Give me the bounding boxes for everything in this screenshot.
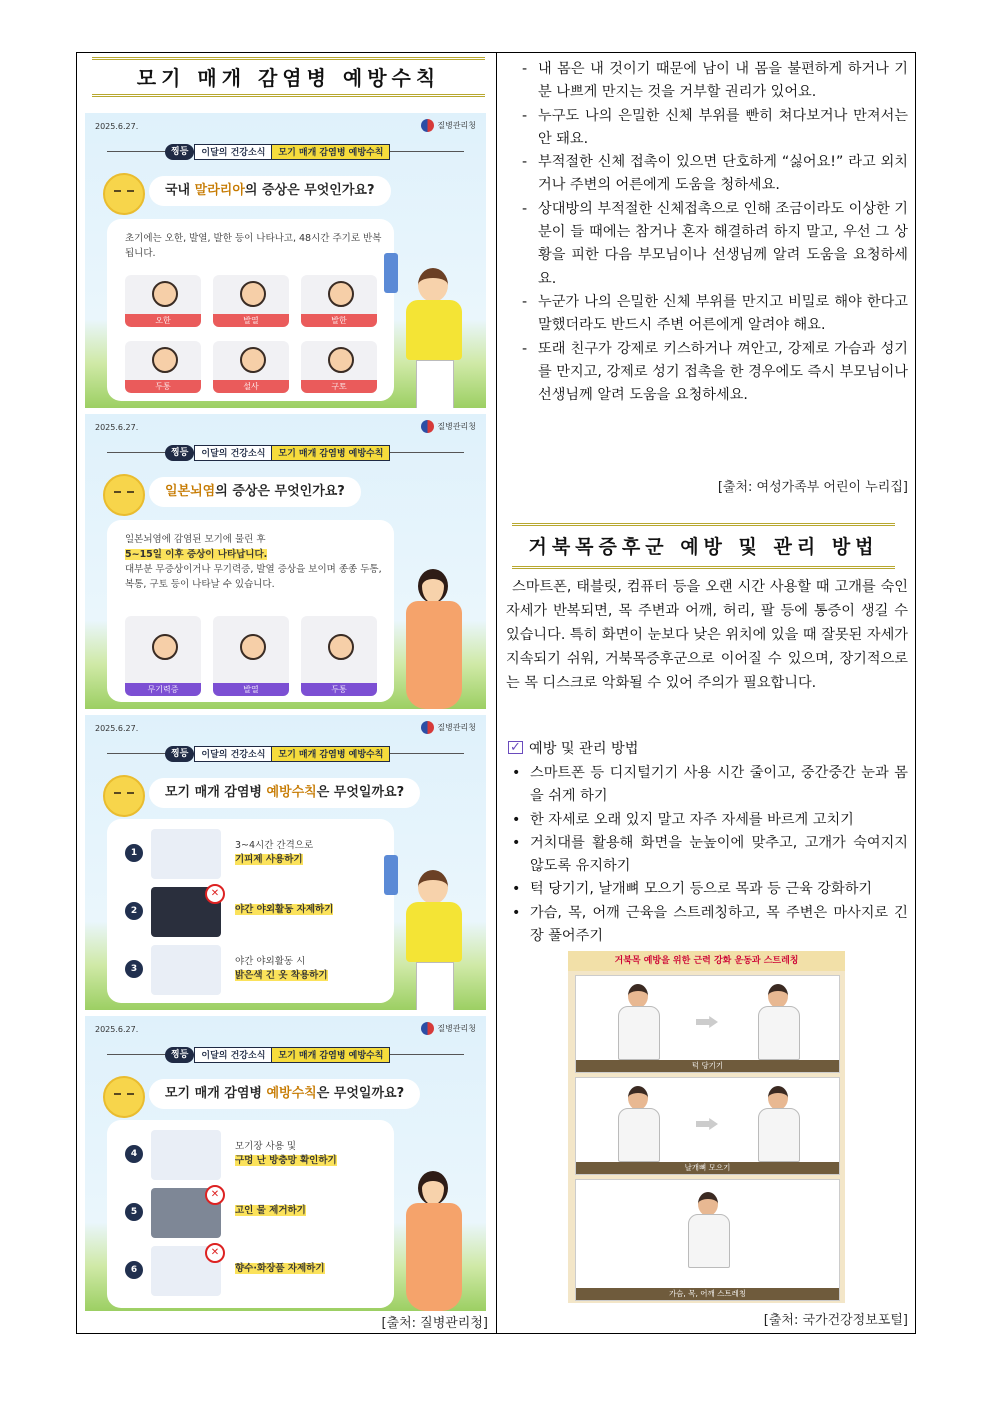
prevention-step: 3 야간 야외활동 시 밝은색 긴 옷 착용하기 — [125, 943, 380, 997]
prevention-subheading: ✓예방 및 관리 방법 — [508, 738, 638, 761]
list-item: • 턱 당기기, 날개뼈 모으기 등으로 목과 등 근육 강화하기 — [508, 878, 908, 901]
left-source: [출처: 질병관리청] — [381, 1316, 488, 1331]
symptom-card: 일본뇌염에 감염된 모기에 물린 후 5~15일 이후 증상이 나타납니다. 대부분 무증상이거나 무기력증, 발열 증상을 보이며 종종 두통, 복통, 구토 등이 나타날 수 있습니다. 무기력증 발열 두통 — [107, 520, 394, 702]
symptom-lethargy: 무기력증 — [125, 616, 201, 696]
symptom-headache: 두통 — [125, 341, 201, 393]
column-divider — [496, 52, 497, 1334]
source-women-family: [출처: 여성가족부 어린이 누리집] — [717, 480, 908, 495]
list-item: - 누구도 나의 은밀한 신체 부위를 빤히 쳐다보거나 만져서는 안 돼요. — [516, 105, 908, 152]
kdca-emblem-icon — [421, 119, 434, 132]
question-bubble: 국내 말라리아의 증상은 무엇인가요? — [149, 176, 391, 206]
chin-tuck-panel: 턱 당기기 — [575, 975, 840, 1073]
symptom-diarrhea: 설사 — [213, 341, 289, 393]
symptom-card — [107, 219, 394, 401]
list-item: - 내 몸은 내 것이기 때문에 남이 내 몸을 불편하게 하거나 기분 나쁘게 만지는 것을 거부할 권리가 있어요. — [516, 58, 908, 105]
prevention-card — [107, 819, 394, 1003]
prevention-step: 4 모기장 사용 및 구멍 난 방충망 확인하기 — [125, 1128, 380, 1182]
turtle-neck-section-title: 거북목증후군 예방 및 관리 방법 — [512, 523, 895, 569]
prevention-step: 2 ✕ 야간 야외활동 자제하기 — [125, 885, 380, 939]
symptom-chills: 오한 — [125, 275, 201, 327]
repellent-icon — [151, 829, 221, 879]
list-item: • 한 자세로 오래 있지 말고 자주 자세를 바르게 고치기 — [508, 809, 908, 832]
source-health-portal: [출처: 국가건강정보포털] — [763, 1313, 908, 1328]
turtle-neck-intro: 스마트폰, 태블릿, 컴퓨터 등을 오랜 시간 사용할 때 고개를 숙인 자세가 반복되면, 목 주변과 어깨, 허리, 팔 등에 통증이 생길 수 있습니다. 특히 화면이 눈보다 낮은 위치에 있을 때 잘못된 자세가 지속되기 쉬워, 거북목증후군으로 이어질 수 있으며, 장기적으로는 목 디스크로 악화될 수 있어 주의가 필요합니다. — [506, 579, 908, 691]
woman-illustration — [396, 1171, 472, 1311]
list-item: • 스마트폰 등 디지털기기 사용 시간 줄이고, 중간중간 눈과 몸을 쉬게 하기 — [508, 762, 908, 809]
standing-water-icon: ✕ — [151, 1188, 221, 1238]
stretching-illustration — [568, 951, 845, 1303]
list-item: - 부적절한 신체 접촉이 있으면 단호하게 “싫어요!” 라고 외치거나 주변의 어른에게 도움을 청하세요. — [516, 151, 908, 198]
symptom-intro: 초기에는 오한, 발열, 발한 등이 나타나고, 48시간 주기로 반복됩니다. — [125, 233, 382, 259]
symptom-fever: 발열 — [213, 275, 289, 327]
prevention-panel-2: 2025.6.27. 질병관리청 찡등 이달의 건강소식 모기 매개 감염병 예방수칙 모기 매개 감염병 예방수칙은 무엇일까요? 4 모기장 사용 및 구멍 난 방충망 확인하기 5 ✕ 고인 물 제거하기 6 ✕ 향수·화장품 자제하기 — [85, 1016, 486, 1311]
checkbox-icon — [508, 741, 523, 754]
man-illustration — [396, 870, 472, 1010]
symptom-fever: 발열 — [213, 616, 289, 696]
man-illustration — [396, 268, 472, 408]
agency-logo: 질병관리청 — [421, 119, 476, 132]
symptom-sweating: 발한 — [301, 275, 377, 327]
woman-illustration — [396, 569, 472, 709]
mosquito-net-icon — [151, 1130, 221, 1180]
question-bubble: 모기 매개 감염병 예방수칙은 무엇일까요? — [149, 1079, 420, 1109]
thinking-face-icon — [103, 173, 145, 215]
stretch-header: 거북목 예방을 위한 근력 강화 운동과 스트레칭 — [568, 951, 845, 971]
japanese-encephalitis-panel: 2025.6.27. 질병관리청 찡등 이달의 건강소식 모기 매개 감염병 예방수칙 일본뇌염의 증상은 무엇인가요? 일본뇌염에 감염된 모기에 물린 후 5~15일 이후 증상이 나타납니다. 대부분 무증상이거나 무기력증, 발열 증상을 보이며 종종 두통, 복통, 구토 등이 나타날 수 있습니다. 무기력증 발열 두통 — [85, 414, 486, 709]
mosquito-section-title: 모기 매개 감염병 예방수칙 — [92, 57, 485, 97]
list-item: • 거치대를 활용해 화면을 눈높이에 맞추고, 고개가 숙여지지 않도록 유지하기 — [508, 832, 908, 879]
prevention-card — [107, 1120, 394, 1308]
kdca-emblem-icon — [421, 420, 434, 433]
symptom-vomiting: 구토 — [301, 341, 377, 393]
prevention-step: 5 ✕ 고인 물 제거하기 — [125, 1186, 380, 1240]
thinking-face-icon — [103, 1076, 145, 1118]
prevention-step: 6 ✕ 향수·화장품 자제하기 — [125, 1244, 380, 1298]
body-safety-list — [516, 58, 908, 407]
kdca-emblem-icon — [421, 721, 434, 734]
panel-date: 2025.6.27. — [95, 122, 139, 131]
list-item: - 상대방의 부적절한 신체접촉으로 인해 조금이라도 이상한 기분이 들 때에는 참거나 혼자 해결하려 하지 말고, 우선 그 상황을 피한 다음 부모님이나 선생님께 알려 도움을 요청하세요. — [516, 198, 908, 291]
question-bubble: 일본뇌염의 증상은 무엇인가요? — [149, 477, 361, 507]
shoulder-blade-panel: 날개뼈 모으기 — [575, 1077, 840, 1175]
prevention-panel-1: 2025.6.27. 질병관리청 찡등 이달의 건강소식 모기 매개 감염병 예방수칙 모기 매개 감염병 예방수칙은 무엇일까요? 1 3~4시간 간격으로 기피제 사용하기 2 ✕ 야간 야외활동 자제하기 3 야간 야외활동 시 밝은색 긴 옷 착용하기 — [85, 715, 486, 1010]
list-item: - 또래 친구가 강제로 키스하거나 껴안고, 강제로 가슴과 성기를 만지고, 강제로 성기 접촉을 한 경우에도 즉시 부모님이나 선생님께 알려 도움을 요청하세요. — [516, 338, 908, 408]
list-item: • 가슴, 목, 어깨 근육을 스트레칭하고, 목 주변은 마사지로 긴장 풀어주기 — [508, 902, 908, 949]
long-clothes-icon — [151, 945, 221, 995]
thinking-face-icon — [103, 474, 145, 516]
symptom-headache: 두통 — [301, 616, 377, 696]
chest-neck-shoulder-panel: 가슴, 목, 어깨 스트레칭 — [575, 1179, 840, 1301]
malaria-panel — [85, 113, 486, 408]
night-window-icon: ✕ — [151, 887, 221, 937]
panel-banner: 찡등 이달의 건강소식 모기 매개 감염병 예방수칙 — [165, 144, 390, 160]
prevention-step: 1 3~4시간 간격으로 기피제 사용하기 — [125, 827, 380, 881]
perfume-icon: ✕ — [151, 1246, 221, 1296]
kdca-emblem-icon — [421, 1022, 434, 1035]
list-item: - 누군가 나의 은밀한 신체 부위를 만지고 비밀로 해야 한다고 말했더라도 반드시 주변 어른에게 알려야 해요. — [516, 291, 908, 338]
prevention-bullets — [508, 762, 908, 948]
thinking-face-icon — [103, 775, 145, 817]
question-bubble: 모기 매개 감염병 예방수칙은 무엇일까요? — [149, 778, 420, 808]
